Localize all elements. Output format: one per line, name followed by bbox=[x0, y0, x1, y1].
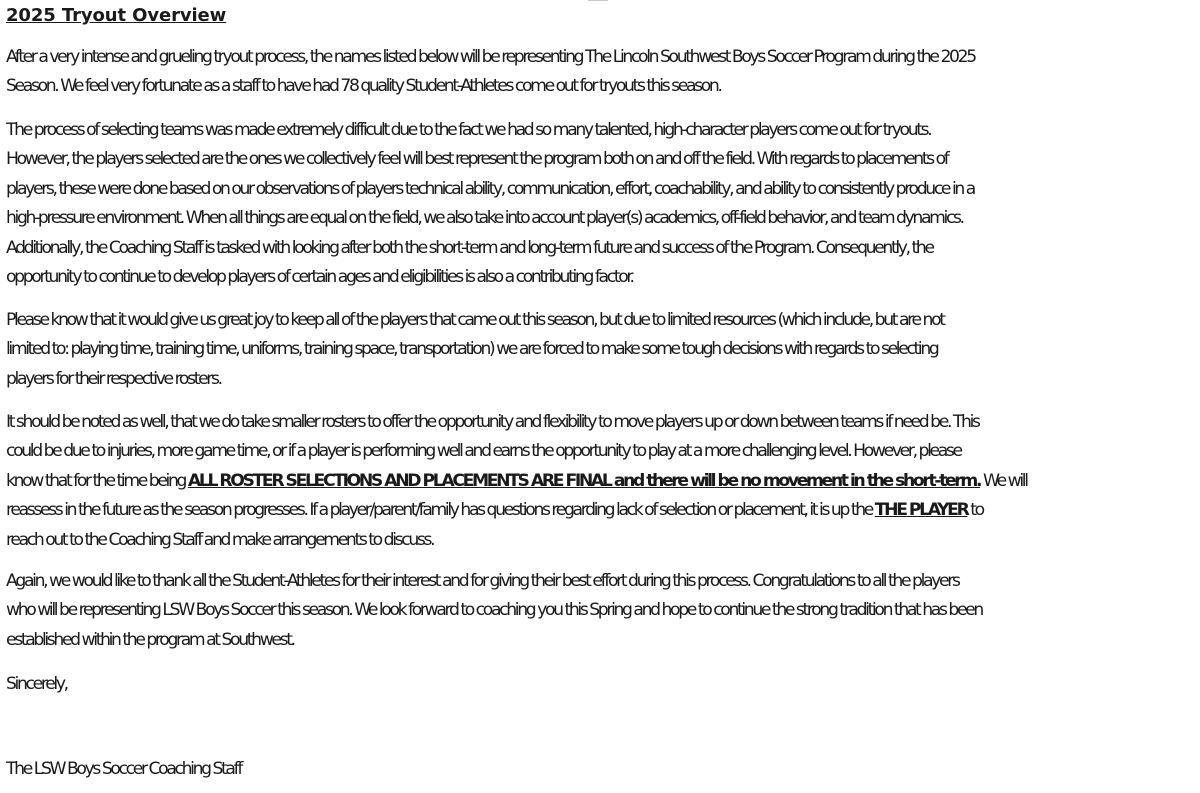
text-line bbox=[6, 467, 1196, 496]
text-line: opportunity to continue to develop players of certain ages and eligibilities is also a contributing factor. bbox=[6, 267, 633, 288]
text-line: It should be noted as well, that we do take smaller rosters to offer the opportunity and flexibility to move players up or down between teams if need be. This bbox=[6, 412, 979, 432]
final-placements-emphasis: ALL ROSTER SELECTIONS AND PLACEMENTS ARE FINAL and there will be no movement in the short-term. bbox=[187, 470, 981, 491]
closing-salutation bbox=[6, 670, 1196, 699]
text-line: could be due to injuries, more game time, or if a player is performing well and earns the opportunity to play at a more challenging level. However, please bbox=[6, 441, 961, 462]
text-line: Additionally, the Coaching Staff is tasked with looking after both the short-term and long-term future and success of the Program. Consequently, the bbox=[6, 237, 933, 258]
text-line: high-pressure environment. When all things are equal on the field, we also take into account player(s) academics, off-field behavior, and team dynamics. bbox=[6, 208, 963, 229]
text-line: players, these were done based on our observations of players technical ability, communication, effort, coachability, and ability to consistently produce in a bbox=[6, 178, 974, 199]
text-line: established within the program at Southwest. bbox=[6, 629, 294, 650]
page-title: 2025 Tryout Overview bbox=[6, 5, 227, 26]
text-line: The process of selecting teams was made extremely difficult due to the fact we had so many talented, high-character players come out for tryouts. bbox=[6, 120, 931, 140]
text-fragment: to bbox=[967, 500, 983, 521]
the-player-emphasis: THE PLAYER bbox=[874, 500, 968, 521]
top-divider-mark bbox=[588, 0, 608, 1]
text-line: reach out to the Coaching Staff and make arrangements to discuss. bbox=[6, 529, 434, 550]
text-fragment: know that for the time being bbox=[6, 470, 188, 491]
text-line: The LSW Boys Soccer Coaching Staff bbox=[6, 759, 242, 779]
text-line: However, the players selected are the ones we collectively feel will best represent the program both on and off the field. With regards to placements of bbox=[6, 149, 948, 170]
selection-process-paragraph bbox=[6, 116, 1196, 292]
text-line: After a very intense and grueling tryout process, the names listed below will be representing The Lincoln Southwest Boys Soccer Program during the 2025 bbox=[6, 47, 975, 67]
text-line: who will be representing LSW Boys Soccer this season. We look forward to coaching you this Spring and hope to continue the strong tradition that has been bbox=[6, 600, 982, 621]
text-line: players for their respective rosters. bbox=[6, 368, 221, 389]
text-fragment: reassess in the future as the season progresses. If a player/parent/family has questions regarding lack of selection or placement, it is up the bbox=[6, 500, 875, 521]
text-line: Sincerely, bbox=[6, 674, 67, 694]
thank-you-paragraph bbox=[6, 567, 1196, 655]
text-fragment: We will bbox=[980, 470, 1027, 491]
intro-paragraph bbox=[6, 43, 1196, 102]
signature bbox=[6, 755, 1196, 784]
text-line: limited to: playing time, training time, uniforms, training space, transportation) we are forced to make some tough decisions with regards to selecting bbox=[6, 339, 938, 360]
limited-resources-paragraph bbox=[6, 306, 1196, 394]
text-line: Season. We feel very fortunate as a staff to have had 78 quality Student-Athletes come out for tryouts this season. bbox=[6, 76, 721, 97]
text-line: Again, we would like to thank all the Student-Athletes for their interest and for giving their best effort during this process. Congratulations to all the players bbox=[6, 571, 959, 591]
text-line: Please know that it would give us great joy to keep all of the players that came out this season, but due to limited resources (which include, but are not bbox=[6, 310, 944, 330]
roster-policy-paragraph bbox=[6, 408, 1196, 555]
text-line bbox=[6, 496, 1196, 525]
